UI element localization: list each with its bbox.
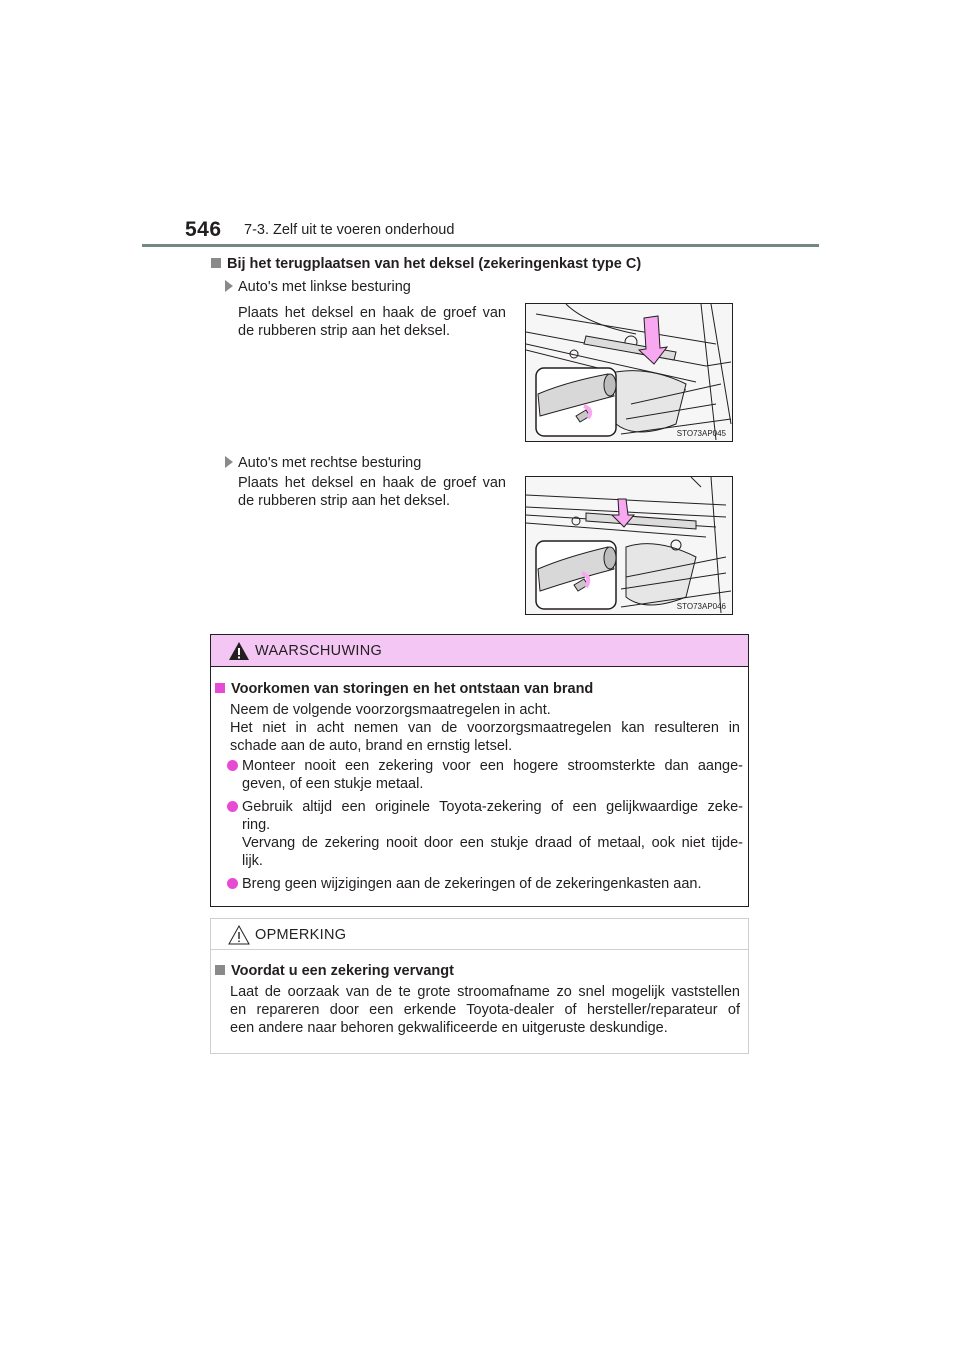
warning-bullet-2: [227, 798, 743, 870]
triangle-bullet-icon: [225, 280, 233, 292]
warning-bullet-1-line-2: geven, of een stukje metaal.: [242, 776, 424, 792]
lhd-line-2: de rubberen strip aan het deksel.: [238, 323, 450, 339]
warning-bullet-2-line-4: lijk.: [242, 853, 263, 869]
warning-bullet-2-line-3: Vervang de zekering nooit door een stukje draad of metaal, ook niet tijde-: [242, 835, 743, 851]
notice-heading: [215, 963, 454, 979]
rhd-figure-id: STO73AP046: [676, 602, 726, 611]
warning-intro-line-1: Neem de volgende voorzorgsmaatregelen in acht.: [230, 702, 551, 718]
bullet-dot-icon: [227, 878, 238, 889]
lhd-figure: [525, 303, 733, 442]
warning-heading: [215, 681, 593, 697]
warning-bullet-3-text: Breng geen wijzigingen aan de zekeringen of de zekeringenkasten aan.: [242, 876, 702, 892]
lhd-label: [225, 278, 411, 296]
warning-bullet-2-line-2: ring.: [242, 817, 271, 833]
warning-intro: [230, 701, 740, 755]
rhd-label: [225, 454, 421, 472]
warning-header: [211, 635, 748, 667]
notice-box: [210, 918, 749, 1054]
bullet-dot-icon: [227, 801, 238, 812]
notice-body: [230, 983, 740, 1037]
notice-header: [211, 919, 748, 950]
square-bullet-icon: [215, 965, 225, 975]
triangle-bullet-icon: [225, 456, 233, 468]
square-bullet-icon: [215, 683, 225, 693]
notice-line-2: en repareren door een erkende Toyota-dealer of hersteller/reparateur of: [230, 1002, 740, 1018]
notice-heading-text: Voordat u een zekering vervangt: [231, 963, 454, 979]
notice-title: OPMERKING: [255, 927, 347, 943]
header-rule: [142, 244, 819, 247]
bullet-dot-icon: [227, 760, 238, 771]
lhd-label-text: Auto's met linkse besturing: [238, 279, 411, 295]
warning-heading-text: Voorkomen van storingen en het ontstaan van brand: [231, 681, 594, 697]
main-heading: [211, 256, 641, 272]
warning-bullet-2-line-1: Gebruik altijd een originele Toyota-zekering of een gelijkwaardige zeke-: [242, 799, 743, 815]
warning-bullet-1: [227, 757, 743, 793]
warning-triangle-icon: [228, 641, 250, 661]
lhd-illustration: [526, 304, 732, 441]
warning-bullet-3: [227, 875, 743, 893]
notice-line-1: Laat de oorzaak van de te grote stroomafname zo snel mogelijk vaststellen: [230, 984, 740, 1000]
square-bullet-icon: [211, 258, 221, 268]
main-heading-text: Bij het terugplaatsen van het deksel (zekeringenkast type C): [227, 256, 642, 272]
section-title: 7-3. Zelf uit te voeren onderhoud: [244, 222, 455, 238]
rhd-line-2: de rubberen strip aan het deksel.: [238, 493, 450, 509]
rhd-instruction: [238, 474, 506, 510]
page-number: 546: [185, 218, 222, 241]
warning-bullet-1-line-1: Monteer nooit een zekering voor een hogere stroomsterkte dan aange-: [242, 758, 743, 774]
warning-intro-line-2: Het niet in acht nemen van de voorzorgsmaatregelen kan resulteren in: [230, 720, 740, 736]
lhd-figure-id: STO73AP045: [676, 429, 726, 438]
warning-box: [210, 634, 749, 907]
rhd-illustration: [526, 477, 732, 614]
warning-intro-line-3: schade aan de auto, brand en ernstig letsel.: [230, 738, 513, 754]
notice-triangle-icon: [228, 925, 250, 945]
notice-line-3: een andere naar behoren gekwalificeerde en uitgeruste deskundige.: [230, 1020, 668, 1036]
rhd-line-1: Plaats het deksel en haak de groef van: [238, 475, 506, 491]
rhd-figure: [525, 476, 733, 615]
lhd-instruction: [238, 304, 506, 340]
warning-title: WAARSCHUWING: [255, 643, 383, 659]
rhd-label-text: Auto's met rechtse besturing: [238, 455, 422, 471]
lhd-line-1: Plaats het deksel en haak de groef van: [238, 305, 506, 321]
